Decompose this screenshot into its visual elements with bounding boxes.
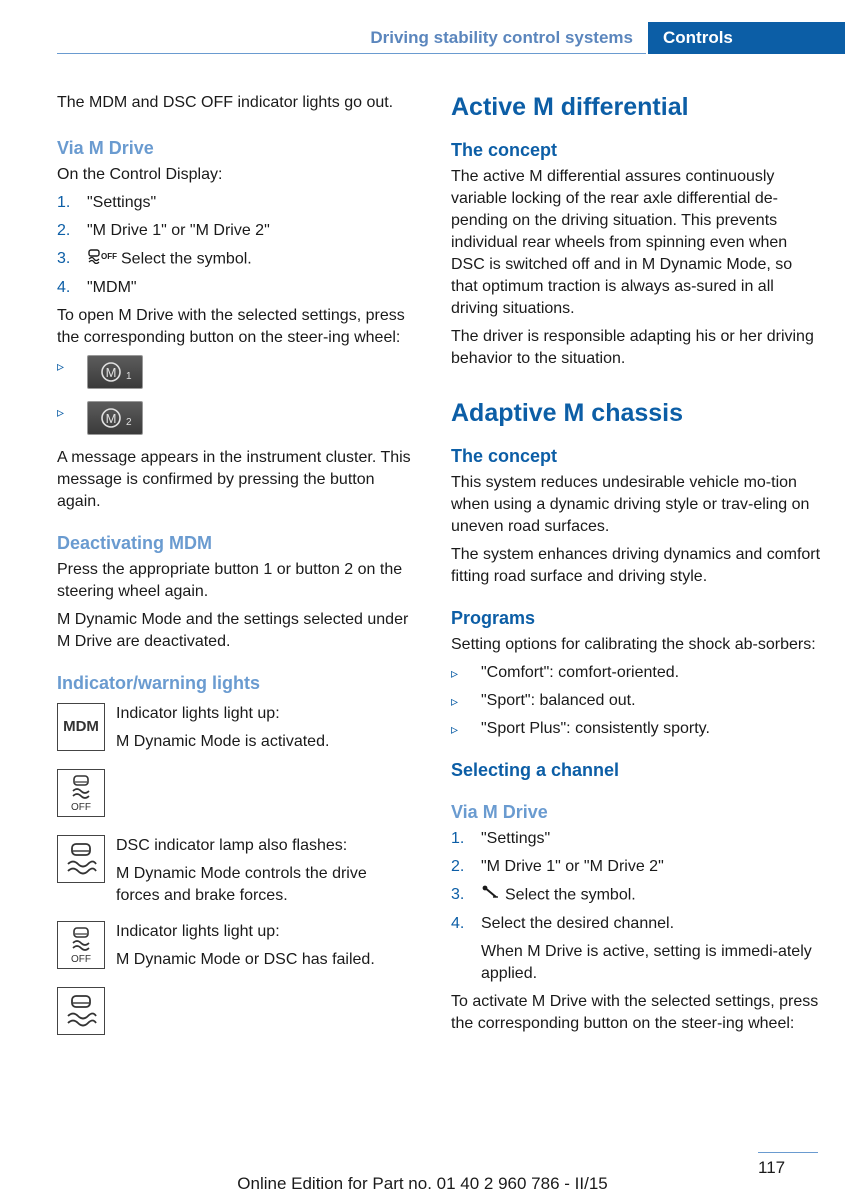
amc-concept-heading: The concept — [451, 446, 558, 466]
dsc-off-symbol-icon — [87, 248, 117, 271]
activate-m-drive-text: To activate M Drive with the selected settings, press the corresponding button on the steer‐ing wheel: — [451, 993, 819, 1032]
header-rule — [57, 53, 646, 54]
list-item: 4. Select the desired channel. When M Drive is active, setting is immedi‐ately applied. — [451, 915, 812, 982]
chassis-setup-symbol-icon — [481, 884, 501, 907]
svg-text:OFF: OFF — [71, 802, 91, 813]
list-item: 1. "Settings" — [451, 830, 551, 847]
right-column — [451, 92, 821, 1041]
indicator-row-dsc-off-failure: OFF Indicator lights light up: M Dynamic Mode or DSC has failed. — [57, 921, 413, 973]
list-item: ▹ "Comfort": comfort-oriented. — [451, 662, 821, 684]
list-item: 2. "M Drive 1" or "M Drive 2" — [57, 222, 270, 239]
dsc-off-indicator-icon — [57, 769, 105, 817]
message-paragraph: A message appears in the instrument cluster. This message is confirmed by pressing the button again. — [57, 449, 411, 510]
via-m-drive-heading-right: Via M Drive — [451, 802, 548, 822]
amd-paragraph-2: The driver is responsible adapting his or her driving behavior to the situation. — [451, 328, 814, 367]
programs-heading: Programs — [451, 608, 536, 628]
indicator-row-dsc: DSC indicator lamp also flashes: M Dynamic Mode controls the drive forces and brake forces. — [57, 835, 413, 907]
indicator-row-dsc-failure — [57, 987, 413, 1039]
bullet-triangle-icon: ▹ — [57, 404, 65, 420]
list-item: 4. "MDM" — [57, 279, 137, 296]
running-header-tab: Controls — [648, 22, 845, 54]
svg-text:OFF: OFF — [101, 252, 117, 261]
mdm-indicator-icon: MDM — [57, 703, 105, 751]
m1-steering-button — [87, 355, 143, 389]
programs-intro: Setting options for calibrating the shock ab‐sorbers: — [451, 636, 816, 653]
list-item: 1. "Settings" — [57, 194, 157, 211]
bullet-triangle-icon: ▹ — [57, 358, 65, 374]
active-m-differential-title: Active M differential — [451, 93, 689, 121]
amd-concept-heading: The concept — [451, 140, 558, 160]
left-column — [57, 92, 413, 1053]
dsc-warning-icon — [57, 987, 105, 1035]
svg-text:2: 2 — [126, 417, 132, 428]
list-item: 3. Select the symbol. — [451, 884, 821, 907]
amc-paragraph-1: This system reduces undesirable vehicle mo‐tion when using a dynamic driving style or trav‐eling on uneven road surfaces. — [451, 474, 810, 535]
channel-steps-list — [451, 828, 821, 985]
svg-text:1: 1 — [126, 371, 132, 382]
list-item: ▹ "Sport Plus": consistently sporty. — [451, 718, 821, 740]
list-item: 2. "M Drive 1" or "M Drive 2" — [451, 858, 664, 875]
dsc-indicator-icon — [57, 835, 105, 883]
edition-footer: Online Edition for Part no. 01 40 2 960 786 - II/15 — [237, 1174, 608, 1193]
svg-text:M: M — [105, 411, 117, 426]
deactivating-paragraph-2: M Dynamic Mode and the settings selected under M Drive are deactivated. — [57, 611, 409, 650]
page-number: 117 — [758, 1158, 786, 1177]
running-header-section: Driving stability control systems — [370, 28, 633, 47]
deactivating-mdm-heading: Deactivating MDM — [57, 533, 213, 553]
intro-paragraph: The MDM and DSC OFF indicator lights go out. — [57, 94, 394, 111]
indicator-row-dsc-off — [57, 769, 413, 821]
amd-paragraph-1: The active M differential assures continuously variable locking of the rear axle differential de‐pending on the driving situation. This prevents individual rear wheels from spinning even when DSC is switched off and in M Dynamic Mode, so that optimum traction is always as‐sured in all driving situations. — [451, 168, 793, 317]
m2-steering-button — [87, 401, 143, 435]
svg-text:M: M — [105, 365, 117, 380]
deactivating-paragraph-1: Press the appropriate button 1 or button 2 on the steering wheel again. — [57, 561, 403, 600]
adaptive-m-chassis-title: Adaptive M chassis — [451, 399, 684, 427]
svg-text:OFF: OFF — [71, 954, 91, 965]
selecting-channel-heading: Selecting a channel — [451, 760, 620, 780]
programs-list — [451, 662, 821, 740]
page-number-rule — [758, 1152, 818, 1153]
mdm-steps-list — [57, 192, 413, 299]
amc-paragraph-2: The system enhances driving dynamics and comfort fitting road surface and driving style. — [451, 546, 821, 585]
m2-button-row — [57, 401, 413, 437]
via-m-drive-intro: On the Control Display: — [57, 166, 223, 183]
list-item: 3. OFF Select the symbol. — [57, 248, 413, 271]
dsc-off-warning-icon — [57, 921, 105, 969]
m1-button-row — [57, 355, 413, 391]
indicator-lights-heading: Indicator/warning lights — [57, 673, 261, 693]
via-m-drive-heading: Via M Drive — [57, 138, 154, 158]
open-m-drive-text: To open M Drive with the selected settings, press the corresponding button on the steer‐ing wheel: — [57, 307, 405, 346]
list-item: ▹ "Sport": balanced out. — [451, 690, 821, 712]
indicator-row-mdm: MDM Indicator lights light up: M Dynamic Mode is activated. — [57, 703, 413, 755]
